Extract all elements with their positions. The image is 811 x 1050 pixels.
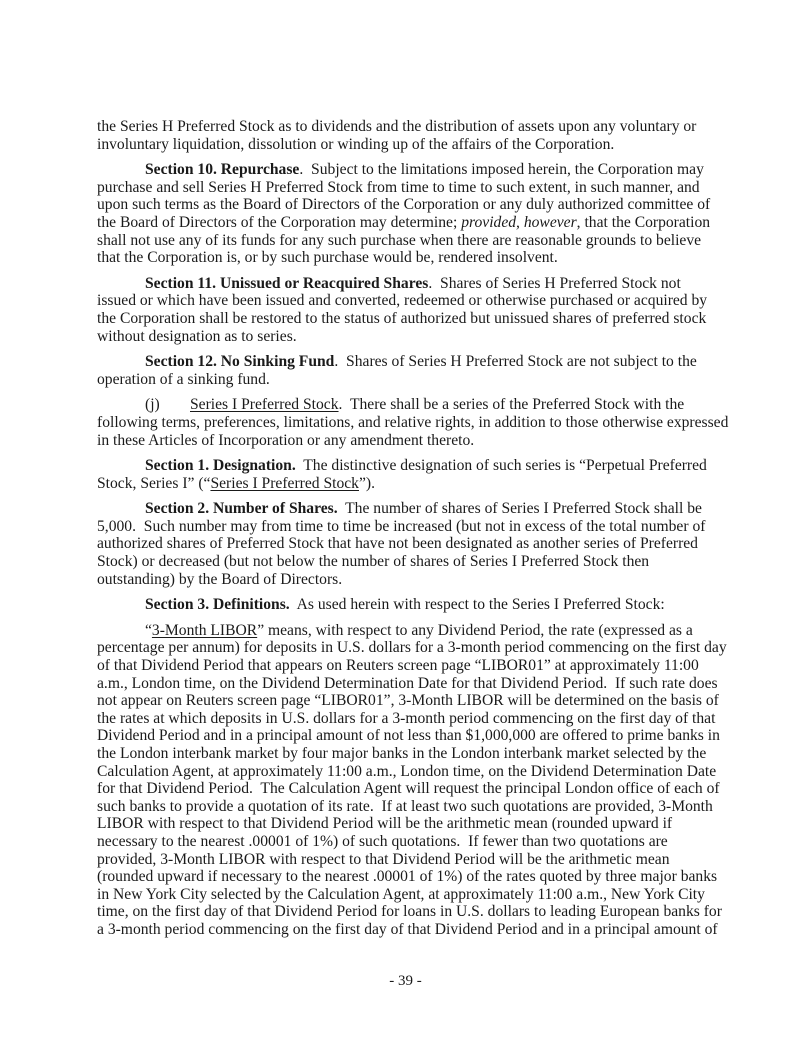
paragraph: [97, 275, 737, 345]
text-line: such banks to provide a quotation of its rate. If at least two such quotations are provided, 3-Month: [97, 797, 713, 815]
text-line: necessary to the nearest .00001 of 1%) of such quotations. If fewer than two quotations are: [97, 832, 668, 850]
text-line: the Corporation shall be restored to the status of authorized but unissued shares of preferred stock: [97, 309, 707, 327]
text-line: outstanding) by the Board of Directors.: [97, 570, 343, 588]
text-line: [97, 275, 737, 293]
paragraph: [97, 457, 737, 492]
text-line: (rounded upward if necessary to the nearest .00001 of 1%) of the rates quoted by three major banks: [97, 868, 718, 886]
clause-label: (j): [145, 396, 160, 414]
text-line: [97, 596, 737, 614]
paragraph: [97, 353, 737, 388]
section-heading: Section 10. Repurchase: [145, 161, 300, 179]
text-segment: . Shares of Series H Preferred Stock are not subject to the: [334, 353, 697, 371]
section-heading: Section 3. Definitions.: [145, 596, 290, 614]
paragraph: [97, 161, 737, 267]
section-heading: Section 2. Number of Shares.: [145, 500, 338, 518]
text-segment: . Shares of Series H Preferred Stock not: [428, 274, 681, 292]
text-segment: . There shall be a series of the Preferred Stock with the: [338, 396, 685, 414]
paragraph: [97, 596, 737, 614]
text-line: issued or which have been issued and converted, redeemed or otherwise purchased or acquired by: [97, 292, 708, 310]
text-line: upon such terms as the Board of Directors of the Corporation or any duly authorized committee of: [97, 196, 711, 214]
text-line: in these Articles of Incorporation or any amendment thereto.: [97, 431, 475, 449]
text-line: [97, 475, 737, 493]
text-line: following terms, preferences, limitations, and relative rights, in addition to those otherwise expressed: [97, 413, 729, 431]
text-line: the London interbank market by four major banks in the London interbank market selected by the: [97, 745, 707, 762]
paragraph: [97, 118, 737, 153]
text-segment: The distinctive designation of such series is “Perpetual Preferred: [295, 457, 707, 475]
text-line: shall not use any of its funds for any such purchase when there are reasonable grounds to believe: [97, 231, 702, 249]
text-line: provided, 3-Month LIBOR with respect to that Dividend Period will be the arithmetic mean: [97, 850, 670, 868]
paragraph: [97, 396, 737, 449]
text-segment: ”).: [358, 474, 375, 492]
page-number: - 39 -: [389, 973, 422, 989]
text-line: [97, 161, 737, 179]
text-line: a 3-month period commencing on the first day of that Dividend Period and in a principal amount of: [97, 920, 718, 938]
text-line: purchase and sell Series H Preferred Stock from time to time to such extent, in such manner, and: [97, 178, 700, 196]
document-body: [97, 118, 737, 947]
text-segment: “: [145, 621, 152, 639]
text-line: Calculation Agent, at approximately 11:00 a.m., London time, on the Dividend Determination Date: [97, 762, 717, 780]
text-segment: the Board of Directors of the Corporation may determine;: [97, 213, 462, 231]
text-line: in New York City selected by the Calculation Agent, at approximately 11:00 a.m., New York City: [97, 885, 705, 903]
text-line: not appear on Reuters screen page “LIBOR01”, 3-Month LIBOR will be determined on the basis of: [97, 692, 719, 710]
text-line: a.m., London time, on the Dividend Determination Date for that Dividend Period. If such rate does: [97, 674, 718, 692]
text-line: without designation as to series.: [97, 327, 297, 345]
text-segment: The number of shares of Series I Preferred Stock shall be: [337, 500, 702, 518]
text-line: [97, 457, 737, 475]
emphasis-text: provided, however: [461, 213, 577, 231]
text-line: [97, 353, 737, 371]
text-line: the rates at which deposits in U.S. dollars for a 3-month period commencing on the first day of that: [97, 709, 716, 727]
section-heading: Section 1. Designation.: [145, 457, 296, 475]
text-line: operation of a sinking fund.: [97, 370, 270, 388]
text-line: Dividend Period and in a principal amount of not less than $1,000,000 are offered to prime banks in: [97, 727, 720, 745]
text-line: authorized shares of Preferred Stock that have not been designated as another series of Preferred: [97, 535, 698, 553]
text-line: [97, 396, 737, 414]
text-line: of that Dividend Period that appears on Reuters screen page “LIBOR01” at approximately 11:00: [97, 657, 699, 675]
text-line: for that Dividend Period. The Calculation Agent will request the principal London office of each of: [97, 780, 720, 798]
text-segment: Stock, Series I” (“: [97, 474, 211, 492]
defined-term: Series I Preferred Stock: [210, 474, 359, 492]
defined-term: Series I Preferred Stock: [190, 396, 339, 414]
paragraph: [97, 500, 737, 588]
text-line: LIBOR with respect to that Dividend Period will be the arithmetic mean (rounded upward if: [97, 815, 673, 833]
text-line: [97, 214, 737, 232]
text-line: Stock) or decreased (but not below the number of shares of Series I Preferred Stock then: [97, 553, 650, 571]
text-line: time, on the first day of that Dividend Period for loans in U.S. dollars to leading European banks for: [97, 903, 722, 921]
text-line: 5,000. Such number may from time to time be increased (but not in excess of the total number of: [97, 517, 706, 535]
text-line: involuntary liquidation, dissolution or winding up of the affairs of the Corporation.: [97, 135, 615, 153]
text-line: the Series H Preferred Stock as to dividends and the distribution of assets upon any voluntary or: [97, 118, 697, 135]
text-segment: . Subject to the limitations imposed herein, the Corporation may: [299, 161, 704, 179]
text-segment: ” means, with respect to any Dividend Period, the rate (expressed as a: [257, 621, 693, 639]
text-segment: As used herein with respect to the Series I Preferred Stock:: [289, 596, 665, 614]
section-heading: Section 11. Unissued or Reacquired Shares: [145, 274, 429, 292]
defined-term: 3-Month LIBOR: [151, 621, 258, 639]
paragraph: [97, 622, 737, 939]
text-line: that the Corporation is, or by such purchase would be, rendered insolvent.: [97, 249, 558, 267]
section-heading: Section 12. No Sinking Fund: [145, 353, 335, 371]
text-line: [97, 622, 737, 640]
text-segment: , that the Corporation: [576, 213, 711, 231]
text-line: percentage per annum) for deposits in U.S. dollars for a 3-month period commencing on the first day: [97, 639, 727, 657]
text-line: [97, 500, 737, 518]
